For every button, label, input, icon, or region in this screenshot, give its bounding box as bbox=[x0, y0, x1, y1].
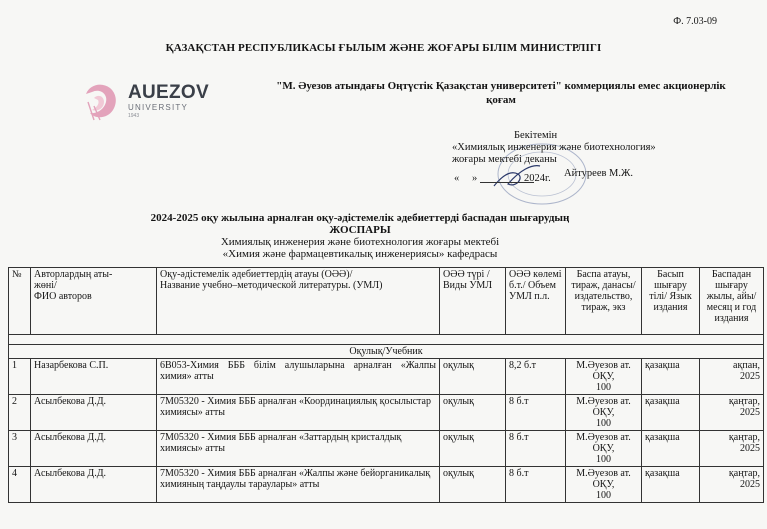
row-publisher bbox=[566, 431, 642, 467]
header-type: ОӘӘ түрі / Виды УМЛ bbox=[440, 268, 506, 335]
plan-subtitle: ЖОСПАРЫ bbox=[329, 224, 391, 236]
row-language: қазақша bbox=[642, 431, 700, 467]
header-title bbox=[157, 268, 440, 335]
section-label: Оқулық/Учебник bbox=[9, 345, 764, 359]
row-publisher-line3: 100 bbox=[596, 454, 611, 465]
section-row bbox=[9, 345, 764, 359]
logo-wordmark: AUEZOV bbox=[128, 82, 209, 103]
logo-emblem-icon bbox=[80, 80, 124, 124]
logo-year: 1943 bbox=[128, 113, 140, 119]
row-language: қазақша bbox=[642, 359, 700, 395]
section-gap bbox=[9, 335, 764, 345]
university-name: "М. Әуезов атындағы Оңтүстік Қазақстан университеті" коммерциялы емес акционерлік қоғам bbox=[276, 80, 726, 106]
row-publisher-line2: ОҚУ, bbox=[592, 371, 615, 382]
row-title: 7М05320 - Химия БББ арналған «Жалпы және бейорганикалық химияның таңдаулы тараулары» атты bbox=[157, 467, 440, 503]
approve-dean: жоғары мектебі деканы bbox=[452, 154, 557, 165]
row-publisher-line2: ОҚУ, bbox=[592, 479, 615, 490]
header-num: № bbox=[9, 268, 31, 335]
row-publisher bbox=[566, 395, 642, 431]
row-publisher-line3: 100 bbox=[596, 490, 611, 501]
row-date-month: қаңтар, bbox=[728, 468, 760, 479]
approve-label: Бекітемін bbox=[514, 130, 558, 141]
approve-school: «Химиялық инженерия және биотехнология» bbox=[452, 142, 656, 153]
row-type: оқулық bbox=[440, 359, 506, 395]
row-publisher-line1: М.Әуезов ат. bbox=[576, 396, 631, 407]
row-title: 7М05320 - Химия БББ арналған «Координациялық қосылыстар химиясы» атты bbox=[157, 395, 440, 431]
row-date-year: 2025 bbox=[740, 407, 760, 418]
row-publisher-line2: ОҚУ, bbox=[592, 407, 615, 418]
dean-name: Айтуреев М.Ж. bbox=[564, 168, 634, 179]
approve-date-close: » bbox=[472, 173, 478, 184]
row-author: Назарбекова С.П. bbox=[31, 359, 157, 395]
approve-date-open: « bbox=[454, 173, 460, 184]
row-language: қазақша bbox=[642, 395, 700, 431]
form-code: Ф. 7.03-09 bbox=[673, 16, 717, 27]
row-type: оқулық bbox=[440, 395, 506, 431]
header-author bbox=[31, 268, 157, 335]
row-type: оқулық bbox=[440, 431, 506, 467]
row-date bbox=[700, 467, 764, 503]
plan-department: «Химия және фармацевтикалық инженериясы» кафедрасы bbox=[222, 248, 498, 260]
header-author-line3: ФИО авторов bbox=[34, 291, 92, 302]
row-date bbox=[700, 359, 764, 395]
table-row bbox=[9, 359, 764, 395]
row-publisher-line1: М.Әуезов ат. bbox=[576, 468, 631, 479]
row-volume: 8,2 б.т bbox=[506, 359, 566, 395]
header-publisher: Баспа атауы, тираж, данасы/ издательство, тираж, экз bbox=[566, 268, 642, 335]
row-publisher-line1: М.Әуезов ат. bbox=[576, 360, 631, 371]
row-num: 2 bbox=[9, 395, 31, 431]
row-volume: 8 б.т bbox=[506, 395, 566, 431]
ministry-heading: ҚАЗАҚСТАН РЕСПУБЛИКАСЫ ҒЫЛЫМ ЖӘНЕ ЖОҒАРЫ БІЛІМ МИНИСТРЛІГІ bbox=[165, 42, 602, 54]
table-row bbox=[9, 467, 764, 503]
row-title: 6B053-Химия БББ білім алушыларына арналған «Жалпы химия» атты bbox=[157, 359, 440, 395]
row-language: қазақша bbox=[642, 467, 700, 503]
row-date-month: қаңтар, bbox=[728, 396, 760, 407]
row-author: Асылбекова Д.Д. bbox=[31, 431, 157, 467]
row-volume: 8 б.т bbox=[506, 467, 566, 503]
header-title-line1: Оқу-әдістемелік әдебиеттердің атауы (ОӘӘ)/ bbox=[160, 269, 353, 280]
row-date-month: ақпан, bbox=[733, 360, 760, 371]
university-logo bbox=[80, 80, 230, 124]
row-date-year: 2025 bbox=[740, 371, 760, 382]
logo-subtitle: UNIVERSITY bbox=[128, 103, 189, 112]
row-date-year: 2025 bbox=[740, 479, 760, 490]
row-publisher bbox=[566, 467, 642, 503]
row-num: 3 bbox=[9, 431, 31, 467]
row-date-month: қаңтар, bbox=[728, 432, 760, 443]
plan-school: Химиялық инженерия және биотехнология жоғары мектебі bbox=[220, 236, 500, 248]
header-date: Баспадан шығару жылы, айы/месяц и год издания bbox=[700, 268, 764, 335]
row-publisher-line3: 100 bbox=[596, 418, 611, 429]
row-title: 7М05320 - Химия БББ арналған «Заттардың кристалдық химиясы» атты bbox=[157, 431, 440, 467]
table-row bbox=[9, 395, 764, 431]
row-author: Асылбекова Д.Д. bbox=[31, 395, 157, 431]
row-publisher-line3: 100 bbox=[596, 382, 611, 393]
publication-table bbox=[8, 267, 764, 503]
row-date bbox=[700, 431, 764, 467]
header-author-line2: жөні/ bbox=[34, 280, 57, 291]
table-header-row bbox=[9, 268, 764, 335]
row-publisher-line2: ОҚУ, bbox=[592, 443, 615, 454]
row-num: 1 bbox=[9, 359, 31, 395]
row-type: оқулық bbox=[440, 467, 506, 503]
header-author-line1: Авторлардың аты- bbox=[34, 269, 113, 280]
row-author: Асылбекова Д.Д. bbox=[31, 467, 157, 503]
approve-year: 2024г. bbox=[524, 173, 551, 184]
row-date bbox=[700, 395, 764, 431]
row-num: 4 bbox=[9, 467, 31, 503]
row-publisher-line1: М.Әуезов ат. bbox=[576, 432, 631, 443]
row-volume: 8 б.т bbox=[506, 431, 566, 467]
row-publisher bbox=[566, 359, 642, 395]
header-title-line2: Название учебно–методической литературы. (УМЛ) bbox=[160, 280, 383, 291]
row-date-year: 2025 bbox=[740, 443, 760, 454]
header-language: Басып шығару тілі/ Язык издания bbox=[642, 268, 700, 335]
table-row bbox=[9, 431, 764, 467]
plan-title: 2024-2025 оқу жылына арналған оқу-әдістемелік әдебиеттерді баспадан шығарудың bbox=[150, 212, 570, 224]
header-volume: ОӘӘ көлемі б.т./ Объем УМЛ п.л. bbox=[506, 268, 566, 335]
